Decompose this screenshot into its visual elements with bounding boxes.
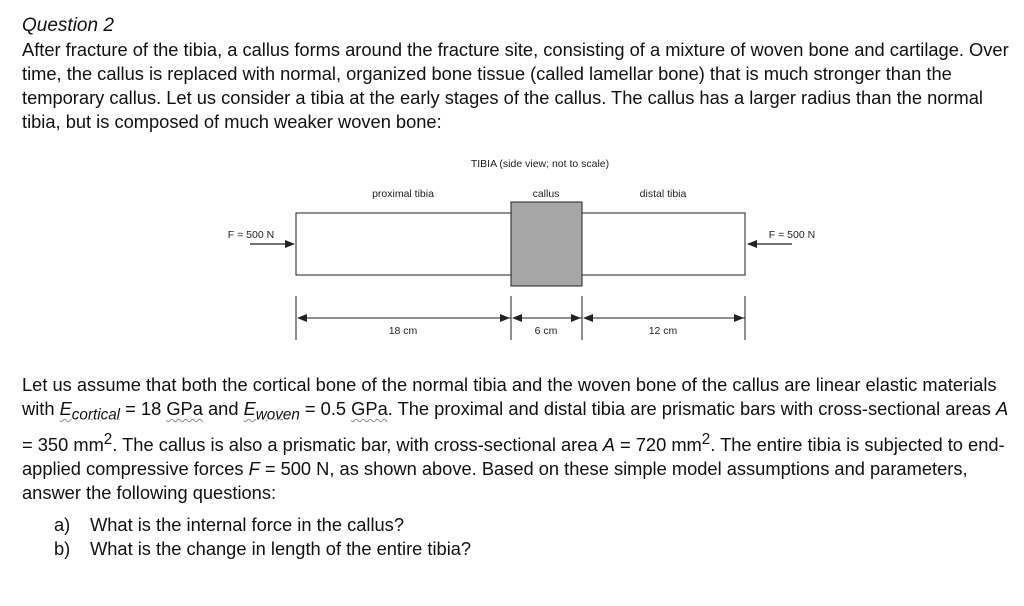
- assume-text-8: = 720 mm: [614, 433, 702, 455]
- assume-text-6: = 350 mm: [22, 433, 104, 455]
- assume-text-9: . The entire tibia is subjected to end-applied compressive forces: [22, 433, 1005, 479]
- question-item-a: [54, 513, 471, 537]
- dim-callus-label: 6 cm: [534, 325, 558, 337]
- callus-bar: [511, 202, 582, 286]
- force-symbol: F: [248, 457, 260, 479]
- distal-tibia-bar: [582, 213, 745, 275]
- superscript-1: 2: [103, 430, 113, 448]
- proximal-tibia-label: proximal tibia: [372, 188, 434, 200]
- e-woven-subscript: woven: [255, 406, 300, 424]
- assume-text-4: = 0.5: [299, 398, 352, 419]
- assume-text-1: Let us assume that both the cortical bone of the normal tibia and the woven bone of the callus are linear elastic materials with: [22, 374, 997, 419]
- distal-tibia-label: distal tibia: [639, 188, 687, 200]
- e-cortical-symbol: [59, 398, 121, 424]
- question-list: [54, 513, 471, 561]
- question-b-text: What is the change in length of the entire tibia?: [90, 538, 472, 559]
- superscript-2: 2: [701, 430, 711, 448]
- question-title: Question 2: [22, 15, 114, 36]
- assume-text-10: = 500 N, as shown above. Based on these simple model assumptions and parameters, answer the following questions:: [22, 457, 968, 503]
- assume-text-5: . The proximal and distal tibia are prismatic bars with cross-sectional areas: [387, 398, 997, 419]
- question-item-b: [54, 537, 471, 561]
- tibia-diagram: [0, 150, 1024, 350]
- intro-paragraph: After fracture of the tibia, a callus forms around the fracture site, consisting of a mixture of woven bone and cartilage. Over time, the callus is replaced with normal, organized bone tissue (called lamellar bone) that is much stronger than the temporary callus. Let us consider a tibia at the early stages of the callus. The callus has a larger radius than the normal tibia, but is composed of much weaker woven bone:: [22, 39, 1009, 132]
- assume-text-7: . The callus is also a prismatic bar, with cross-sectional area: [112, 433, 603, 455]
- question-a-text: What is the internal force in the callus?: [90, 514, 404, 535]
- assume-text-2: = 18: [120, 398, 167, 419]
- force-right-label: F = 500 N: [768, 229, 816, 241]
- dim-distal-label: 12 cm: [648, 325, 678, 337]
- question-b-label: b): [54, 538, 71, 559]
- diagram-caption: TIBIA (side view; not to scale): [470, 158, 610, 170]
- e-cortical-subscript: cortical: [71, 406, 121, 424]
- assume-text-3: and: [202, 398, 244, 419]
- unit-gpa-2: GPa: [351, 398, 388, 419]
- e-woven-symbol: [243, 398, 300, 424]
- proximal-tibia-bar: [296, 213, 511, 275]
- e-woven-letter: E: [243, 398, 256, 419]
- dim-proximal-label: 18 cm: [388, 325, 418, 337]
- force-left-label: F = 500 N: [227, 229, 275, 241]
- area-symbol-1: A: [996, 398, 1009, 419]
- question-a-label: a): [54, 514, 71, 535]
- unit-gpa-1: GPa: [166, 398, 203, 419]
- area-symbol-2: A: [602, 433, 615, 455]
- e-cortical-letter: E: [59, 398, 72, 419]
- assumptions-paragraph: [22, 373, 1022, 505]
- callus-label: callus: [532, 188, 560, 200]
